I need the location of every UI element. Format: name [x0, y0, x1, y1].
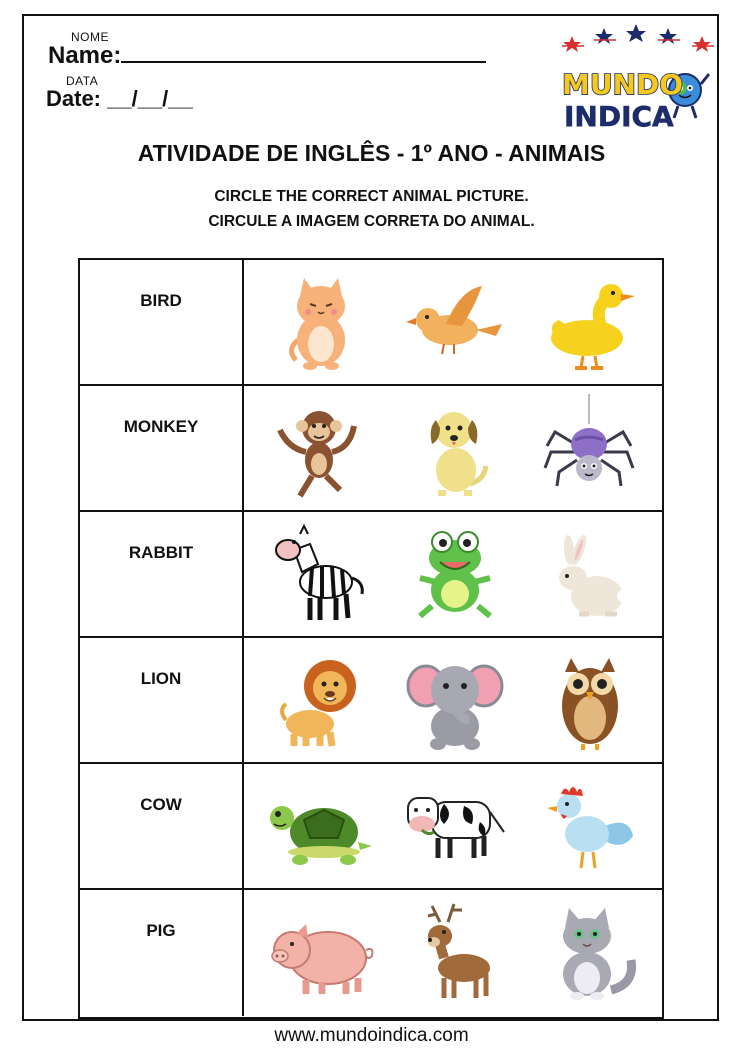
- logo-word-mundo: MUNDO: [562, 68, 684, 101]
- owl-icon[interactable]: [535, 646, 645, 754]
- table-row: [80, 260, 662, 386]
- name-underline: [121, 41, 486, 63]
- animal-word: PIG: [146, 921, 176, 940]
- pig-icon[interactable]: [266, 898, 376, 1006]
- duck-icon[interactable]: [535, 268, 645, 376]
- date-field[interactable]: Date: __/__/__: [46, 86, 193, 111]
- cat-icon[interactable]: [266, 268, 376, 376]
- name-field[interactable]: [48, 41, 486, 70]
- table-row: [80, 890, 662, 1016]
- monkey-icon[interactable]: [266, 394, 376, 502]
- rooster-icon[interactable]: [535, 772, 645, 880]
- data-label: DATA: [66, 74, 99, 88]
- word-cell: [80, 386, 244, 510]
- deer-icon[interactable]: [400, 898, 510, 1006]
- activity-table: [78, 258, 664, 1019]
- word-cell: [80, 512, 244, 636]
- word-cell: [80, 890, 244, 1016]
- logo-word-indica: INDICA: [564, 100, 674, 133]
- table-row: [80, 386, 662, 512]
- mundo-indica-logo: [560, 22, 720, 134]
- cow-icon[interactable]: [400, 772, 510, 880]
- cat-fluffy-icon[interactable]: [535, 898, 645, 1006]
- table-row: [80, 638, 662, 764]
- animal-word: LION: [140, 669, 182, 688]
- stars-icon: [562, 24, 714, 52]
- zebra-icon[interactable]: [266, 520, 376, 628]
- bird-icon[interactable]: [400, 268, 510, 376]
- animal-word: BIRD: [140, 291, 182, 310]
- dog-icon[interactable]: [400, 394, 510, 502]
- word-cell: [80, 638, 244, 762]
- instruction-portuguese: CIRCULE A IMAGEM CORRETA DO ANIMAL.: [208, 213, 535, 230]
- nome-label: NOME: [71, 30, 109, 44]
- lion-icon[interactable]: [266, 646, 376, 754]
- rabbit-icon[interactable]: [535, 520, 645, 628]
- word-cell: [80, 260, 244, 384]
- table-row: [80, 512, 662, 638]
- spider-icon[interactable]: [535, 394, 645, 502]
- turtle-icon[interactable]: [266, 772, 376, 880]
- table-row: [80, 764, 662, 890]
- instruction-english: CIRCLE THE CORRECT ANIMAL PICTURE.: [214, 188, 529, 205]
- animal-word: COW: [140, 795, 182, 814]
- animal-word: RABBIT: [128, 543, 194, 562]
- elephant-icon[interactable]: [400, 646, 510, 754]
- animal-word: MONKEY: [123, 417, 199, 436]
- frog-icon[interactable]: [400, 520, 510, 628]
- name-label: Name:: [48, 42, 122, 69]
- word-cell: [80, 764, 244, 888]
- footer-website[interactable]: www.mundoindica.com: [274, 1025, 469, 1046]
- page-title: ATIVIDADE DE INGLÊS - 1º ANO - ANIMAIS: [137, 140, 606, 166]
